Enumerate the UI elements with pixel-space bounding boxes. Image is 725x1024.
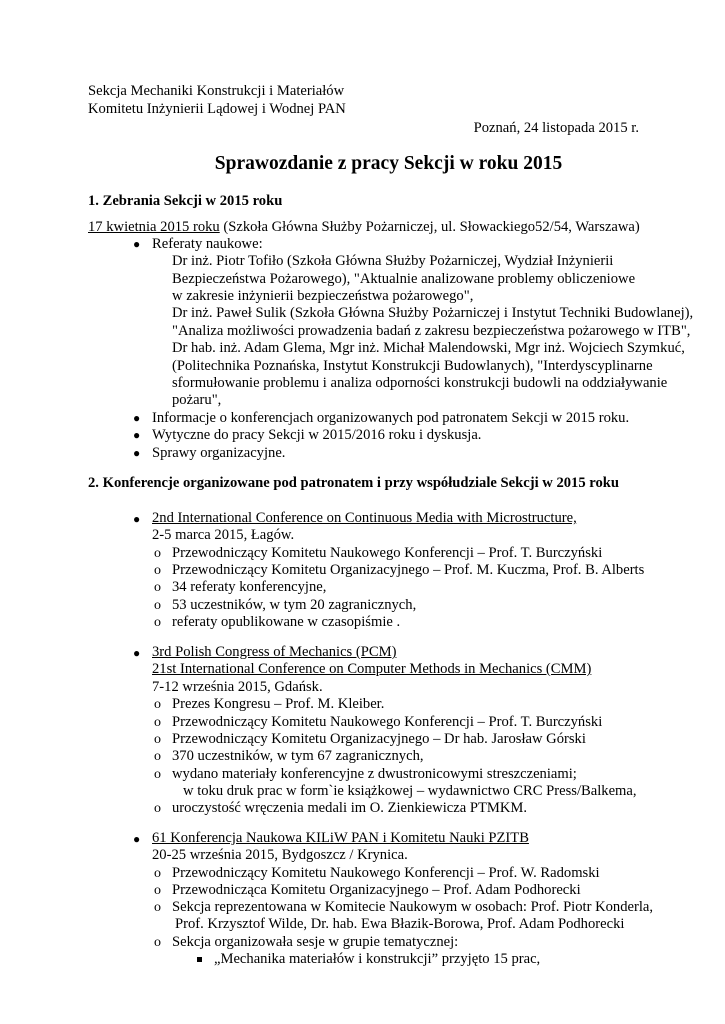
square-bullet-icon: [197, 957, 202, 962]
list-item: Sprawy organizacyjne.: [152, 445, 286, 461]
lecture-line: pożaru",: [172, 392, 222, 408]
list-item: wydano materiały konferencyjne z dwustronicowymi streszczeniami;: [172, 766, 577, 782]
page-title: Sprawozdanie z pracy Sekcji w roku 2015: [214, 153, 563, 174]
circle-bullet-icon: o: [154, 580, 161, 595]
circle-bullet-icon: o: [154, 883, 161, 898]
list-item: Przewodniczący Komitetu Naukowego Konferencji – Prof. T. Burczyński: [172, 545, 603, 561]
bullet-icon: ●: [133, 646, 141, 660]
lecture-line: "Analiza możliwości prowadzenia badań z zakresu bezpieczeństwa pożarowego w ITB",: [172, 323, 691, 339]
meeting-date: 17 kwietnia 2015 roku: [88, 219, 220, 235]
list-item: Informacje o konferencjach organizowanych pod patronatem Sekcji w 2015 roku.: [152, 410, 630, 426]
list-item: Sekcja organizowała sesje w grupie tematycznej:: [172, 934, 459, 950]
conference-1-when: 2-5 marca 2015, Łagów.: [152, 527, 295, 543]
list-item: Przewodniczący Komitetu Naukowego Konferencji – Prof. W. Radomski: [172, 865, 600, 881]
circle-bullet-icon: o: [154, 732, 161, 747]
list-item: Przewodniczący Komitetu Organizacyjnego – Dr hab. Jarosław Górski: [172, 731, 586, 747]
list-item: 53 uczestników, w tym 20 zagranicznych,: [172, 597, 417, 613]
document-date: Poznań, 24 listopada 2015 r.: [473, 120, 639, 136]
conference-2-name-2: 21st International Conference on Computer Methods in Mechanics (CMM): [152, 661, 592, 677]
circle-bullet-icon: o: [154, 563, 161, 578]
section-1-heading: 1. Zebrania Sekcji w 2015 roku: [88, 193, 283, 209]
conference-3-name: 61 Konferencja Naukowa KILiW PAN i Komitetu Nauki PZITB: [152, 830, 529, 846]
conference-1-name: 2nd International Conference on Continuous Media with Microstructure,: [152, 510, 577, 526]
circle-bullet-icon: o: [154, 767, 161, 782]
circle-bullet-icon: o: [154, 615, 161, 630]
conference-3-when: 20-25 września 2015, Bydgoszcz / Krynica.: [152, 847, 408, 863]
list-item: 34 referaty konferencyjne,: [172, 579, 327, 595]
conference-2-name-1: 3rd Polish Congress of Mechanics (PCM): [152, 644, 397, 660]
sub-list-item: „Mechanika materiałów i konstrukcji” przyjęto 15 prac,: [214, 951, 541, 967]
list-item: uroczystość wręczenia medali im O. Zienkiewicza PTMKM.: [172, 800, 527, 816]
meeting-line: [88, 219, 640, 236]
list-item: Wytyczne do pracy Sekcji w 2015/2016 roku i dyskusja.: [152, 427, 482, 443]
lecture-line: sformułowanie problemu i analiza odporności konstrukcji budowli na oddziaływanie: [172, 375, 668, 391]
list-item: Przewodnicząca Komitetu Organizacyjnego – Prof. Adam Podhorecki: [172, 882, 581, 898]
circle-bullet-icon: o: [154, 598, 161, 613]
circle-bullet-icon: o: [154, 935, 161, 950]
bullet-icon: ●: [133, 237, 141, 251]
organization-line-2: Komitetu Inżynierii Lądowej i Wodnej PAN: [88, 101, 346, 117]
circle-bullet-icon: o: [154, 749, 161, 764]
bullet-icon: ●: [133, 512, 141, 526]
circle-bullet-icon: o: [154, 801, 161, 816]
list-item: Prezes Kongresu – Prof. M. Kleiber.: [172, 696, 385, 712]
lecture-line: Bezpieczeństwa Pożarowego), "Aktualnie analizowane problemy obliczeniowe: [172, 271, 636, 287]
lecture-line: Dr inż. Piotr Tofiło (Szkoła Główna Służby Pożarniczej, Wydział Inżynierii: [172, 253, 614, 269]
circle-bullet-icon: o: [154, 715, 161, 730]
section-2-heading: 2. Konferencje organizowane pod patronatem i przy współudziale Sekcji w 2015 roku: [88, 475, 620, 491]
bullet-icon: ●: [133, 428, 141, 442]
list-item: 370 uczestników, w tym 67 zagranicznych,: [172, 748, 424, 764]
conference-2-when: 7-12 września 2015, Gdańsk.: [152, 679, 323, 695]
list-item: Referaty naukowe:: [152, 236, 263, 252]
bullet-icon: ●: [133, 411, 141, 425]
bullet-icon: ●: [133, 446, 141, 460]
lecture-line: (Politechnika Poznańska, Instytut Konstrukcji Budowlanych), "Interdyscyplinarne: [172, 358, 653, 374]
circle-bullet-icon: o: [154, 546, 161, 561]
circle-bullet-icon: o: [154, 697, 161, 712]
lecture-line: w zakresie inżynierii bezpieczeństwa pożarowego",: [172, 288, 474, 304]
circle-bullet-icon: o: [154, 866, 161, 881]
circle-bullet-icon: o: [154, 900, 161, 915]
list-item: Przewodniczący Komitetu Naukowego Konferencji – Prof. T. Burczyński: [172, 714, 603, 730]
lecture-line: Dr hab. inż. Adam Glema, Mgr inż. Michał Malendowski, Mgr inż. Wojciech Szymkuć,: [172, 340, 685, 356]
list-item: Sekcja reprezentowana w Komitecie Naukowym w osobach: Prof. Piotr Konderla,: [172, 899, 654, 915]
bullet-icon: ●: [133, 832, 141, 846]
list-item: referaty opublikowane w czasopiśmie .: [172, 614, 401, 630]
meeting-place: (Szkoła Główna Służby Pożarniczej, ul. Słowackiego52/54, Warszawa): [219, 219, 640, 235]
list-item: Przewodniczący Komitetu Organizacyjnego – Prof. M. Kuczma, Prof. B. Alberts: [172, 562, 645, 578]
list-item-continuation: w toku druk prac w form`ie książkowej – wydawnictwo CRC Press/Balkema,: [183, 783, 637, 799]
lecture-line: Dr inż. Paweł Sulik (Szkoła Główna Służby Pożarniczej i Instytut Techniki Budowlanej),: [172, 305, 694, 321]
organization-line-1: Sekcja Mechaniki Konstrukcji i Materiałów: [88, 83, 345, 99]
list-item-continuation: Prof. Krzysztof Wilde, Dr. hab. Ewa Błazik-Borowa, Prof. Adam Podhorecki: [175, 916, 625, 932]
